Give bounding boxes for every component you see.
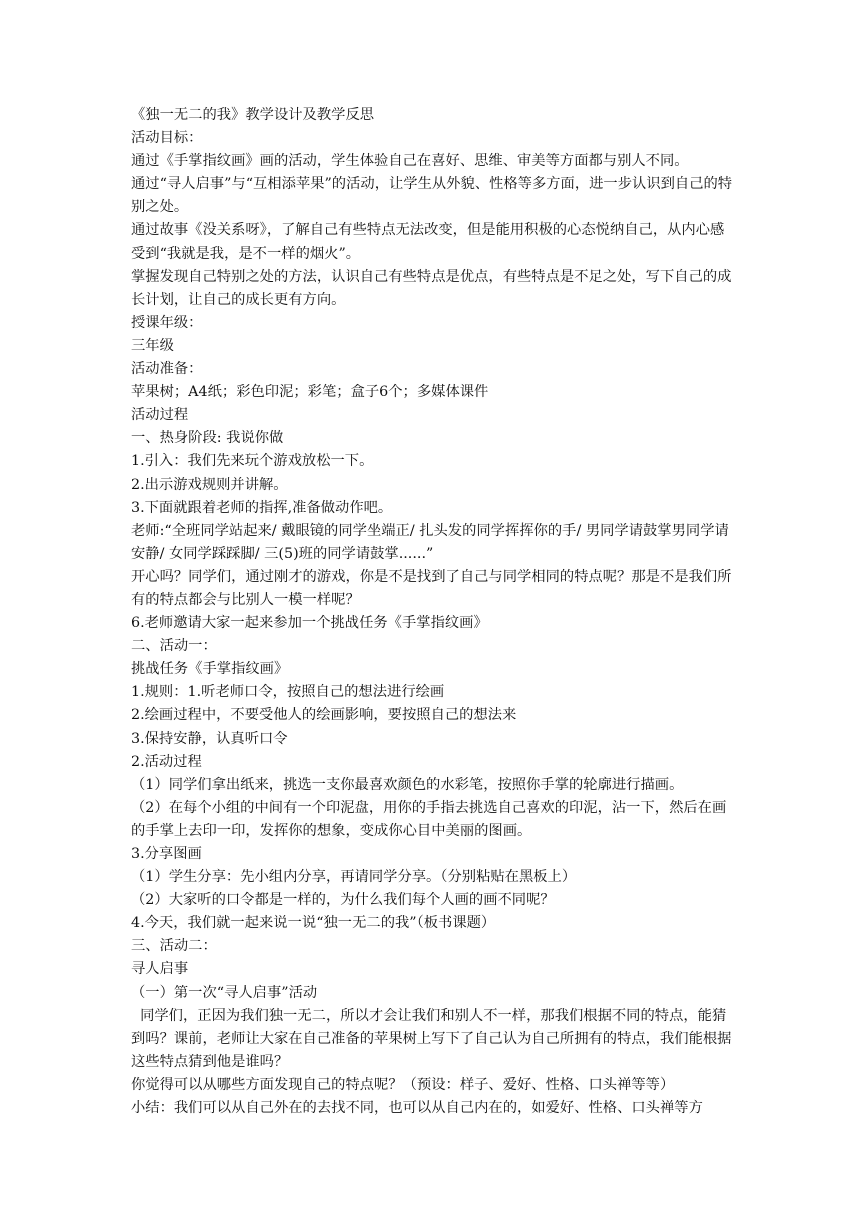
section-heading: 活动准备： [131, 361, 203, 378]
section-heading: 活动过程 [131, 407, 189, 424]
list-item: 6.老师邀请大家一起来参加一个挑战任务《手掌指纹画》 [131, 615, 488, 632]
paragraph: 寻人启事 [131, 961, 189, 978]
list-item: （一）第一次“寻人启事”活动 [131, 984, 318, 1001]
list-item: （1）学生分享：先小组内分享，再请同学分享。（分别粘贴在黑板上） [131, 869, 577, 886]
list-item: 2.绘画过程中，不要受他人的绘画影响，要按照自己的想法来 [131, 707, 517, 724]
section-heading: 活动目标： [131, 130, 203, 147]
paragraph: 通过《手掌指纹画》画的活动，学生体验自己在喜好、思维、审美等方面都与别人不同。 [131, 153, 689, 170]
document-body [131, 104, 733, 1120]
paragraph: 三年级 [131, 337, 174, 354]
section-heading: 授课年级： [131, 314, 203, 331]
list-item: 2.出示游戏规则并讲解。 [131, 476, 288, 493]
list-item: 4.今天，我们就一起来说一说“独一无二的我”（板书课题） [131, 915, 496, 932]
list-item: 3.分享图画 [131, 846, 202, 862]
paragraph: 你觉得可以从哪些方面发现自己的特点呢？（预设：样子、爱好、性格、口头禅等等） [131, 1076, 675, 1093]
list-item: （1）同学们拿出纸来，挑选一支你最喜欢颜色的水彩笔，按照你手掌的轮廓进行描画。 [131, 776, 684, 793]
section-heading: 二、活动一： [131, 638, 217, 655]
list-item: 3.保持安静，认真听口令 [131, 730, 288, 747]
list-item: 2.活动过程 [131, 753, 202, 770]
paragraph: 小结：我们可以从自己外在的去找不同，也可以从自己内在的，如爱好、性格、口头禅等方 [131, 1100, 703, 1117]
list-item: （2）大家听的口令都是一样的，为什么我们每个人画的画不同呢？ [131, 892, 555, 909]
document-title: 《独一无二的我》教学设计及教学反思 [131, 107, 375, 123]
section-heading: 三、活动二： [131, 938, 217, 955]
list-item: 1.规则：1.听老师口令，按照自己的想法进行绘画 [131, 684, 445, 701]
list-item: 3.下面就跟着老师的指挥,准备做动作吧。 [131, 499, 393, 516]
paragraph: 老师:“全班同学站起来/ 戴眼镜的同学坐端正/ 扎头发的同学挥挥你的手/ 男同学请鼓掌男同学请安静/ 女同学踩踩脚/ 三(5)班的同学请鼓掌......” [131, 522, 729, 562]
list-item: 1.引入：我们先来玩个游戏放松一下。 [131, 453, 374, 470]
paragraph: 苹果树；A4纸；彩色印泥；彩笔；盒子6个；多媒体课件 [131, 384, 489, 401]
paragraph: 通过故事《没关系呀》，了解自己有些特点无法改变，但是能用积极的心态悦纳自己，从内心感受到“我就是我，是不一样的烟火”。 [131, 222, 725, 262]
section-heading: 一、热身阶段: 我说你做 [131, 430, 284, 447]
paragraph: 通过“寻人启事”与“互相添苹果”的活动，让学生从外貌、性格等多方面，进一步认识到自己的特别之处。 [131, 176, 733, 216]
paragraph: 同学们，正因为我们独一无二，所以才会让我们和别人不一样，那我们根据不同的特点，能猜到吗？课前，老师让大家在自己准备的苹果树上写下了自己认为自己所拥有的特点，我们能根据这些特点猜到他是谁吗？ [131, 1007, 732, 1070]
paragraph: 挑战任务《手掌指纹画》 [131, 661, 289, 678]
paragraph: 掌握发现自己特别之处的方法，认识自己有些特点是优点，有些特点是不足之处，写下自己的成长计划，让自己的成长更有方向。 [131, 268, 732, 308]
list-item: （2）在每个小组的中间有一个印泥盘，用你的手指去挑选自己喜欢的印泥，沾一下，然后在画的手掌上去印一印，发挥你的想象，变成你心目中美丽的图画。 [131, 799, 727, 839]
paragraph: 开心吗？同学们，通过刚才的游戏，你是不是找到了自己与同学相同的特点呢？那是不是我们所有的特点都会与比别人一模一样呢？ [131, 568, 732, 608]
